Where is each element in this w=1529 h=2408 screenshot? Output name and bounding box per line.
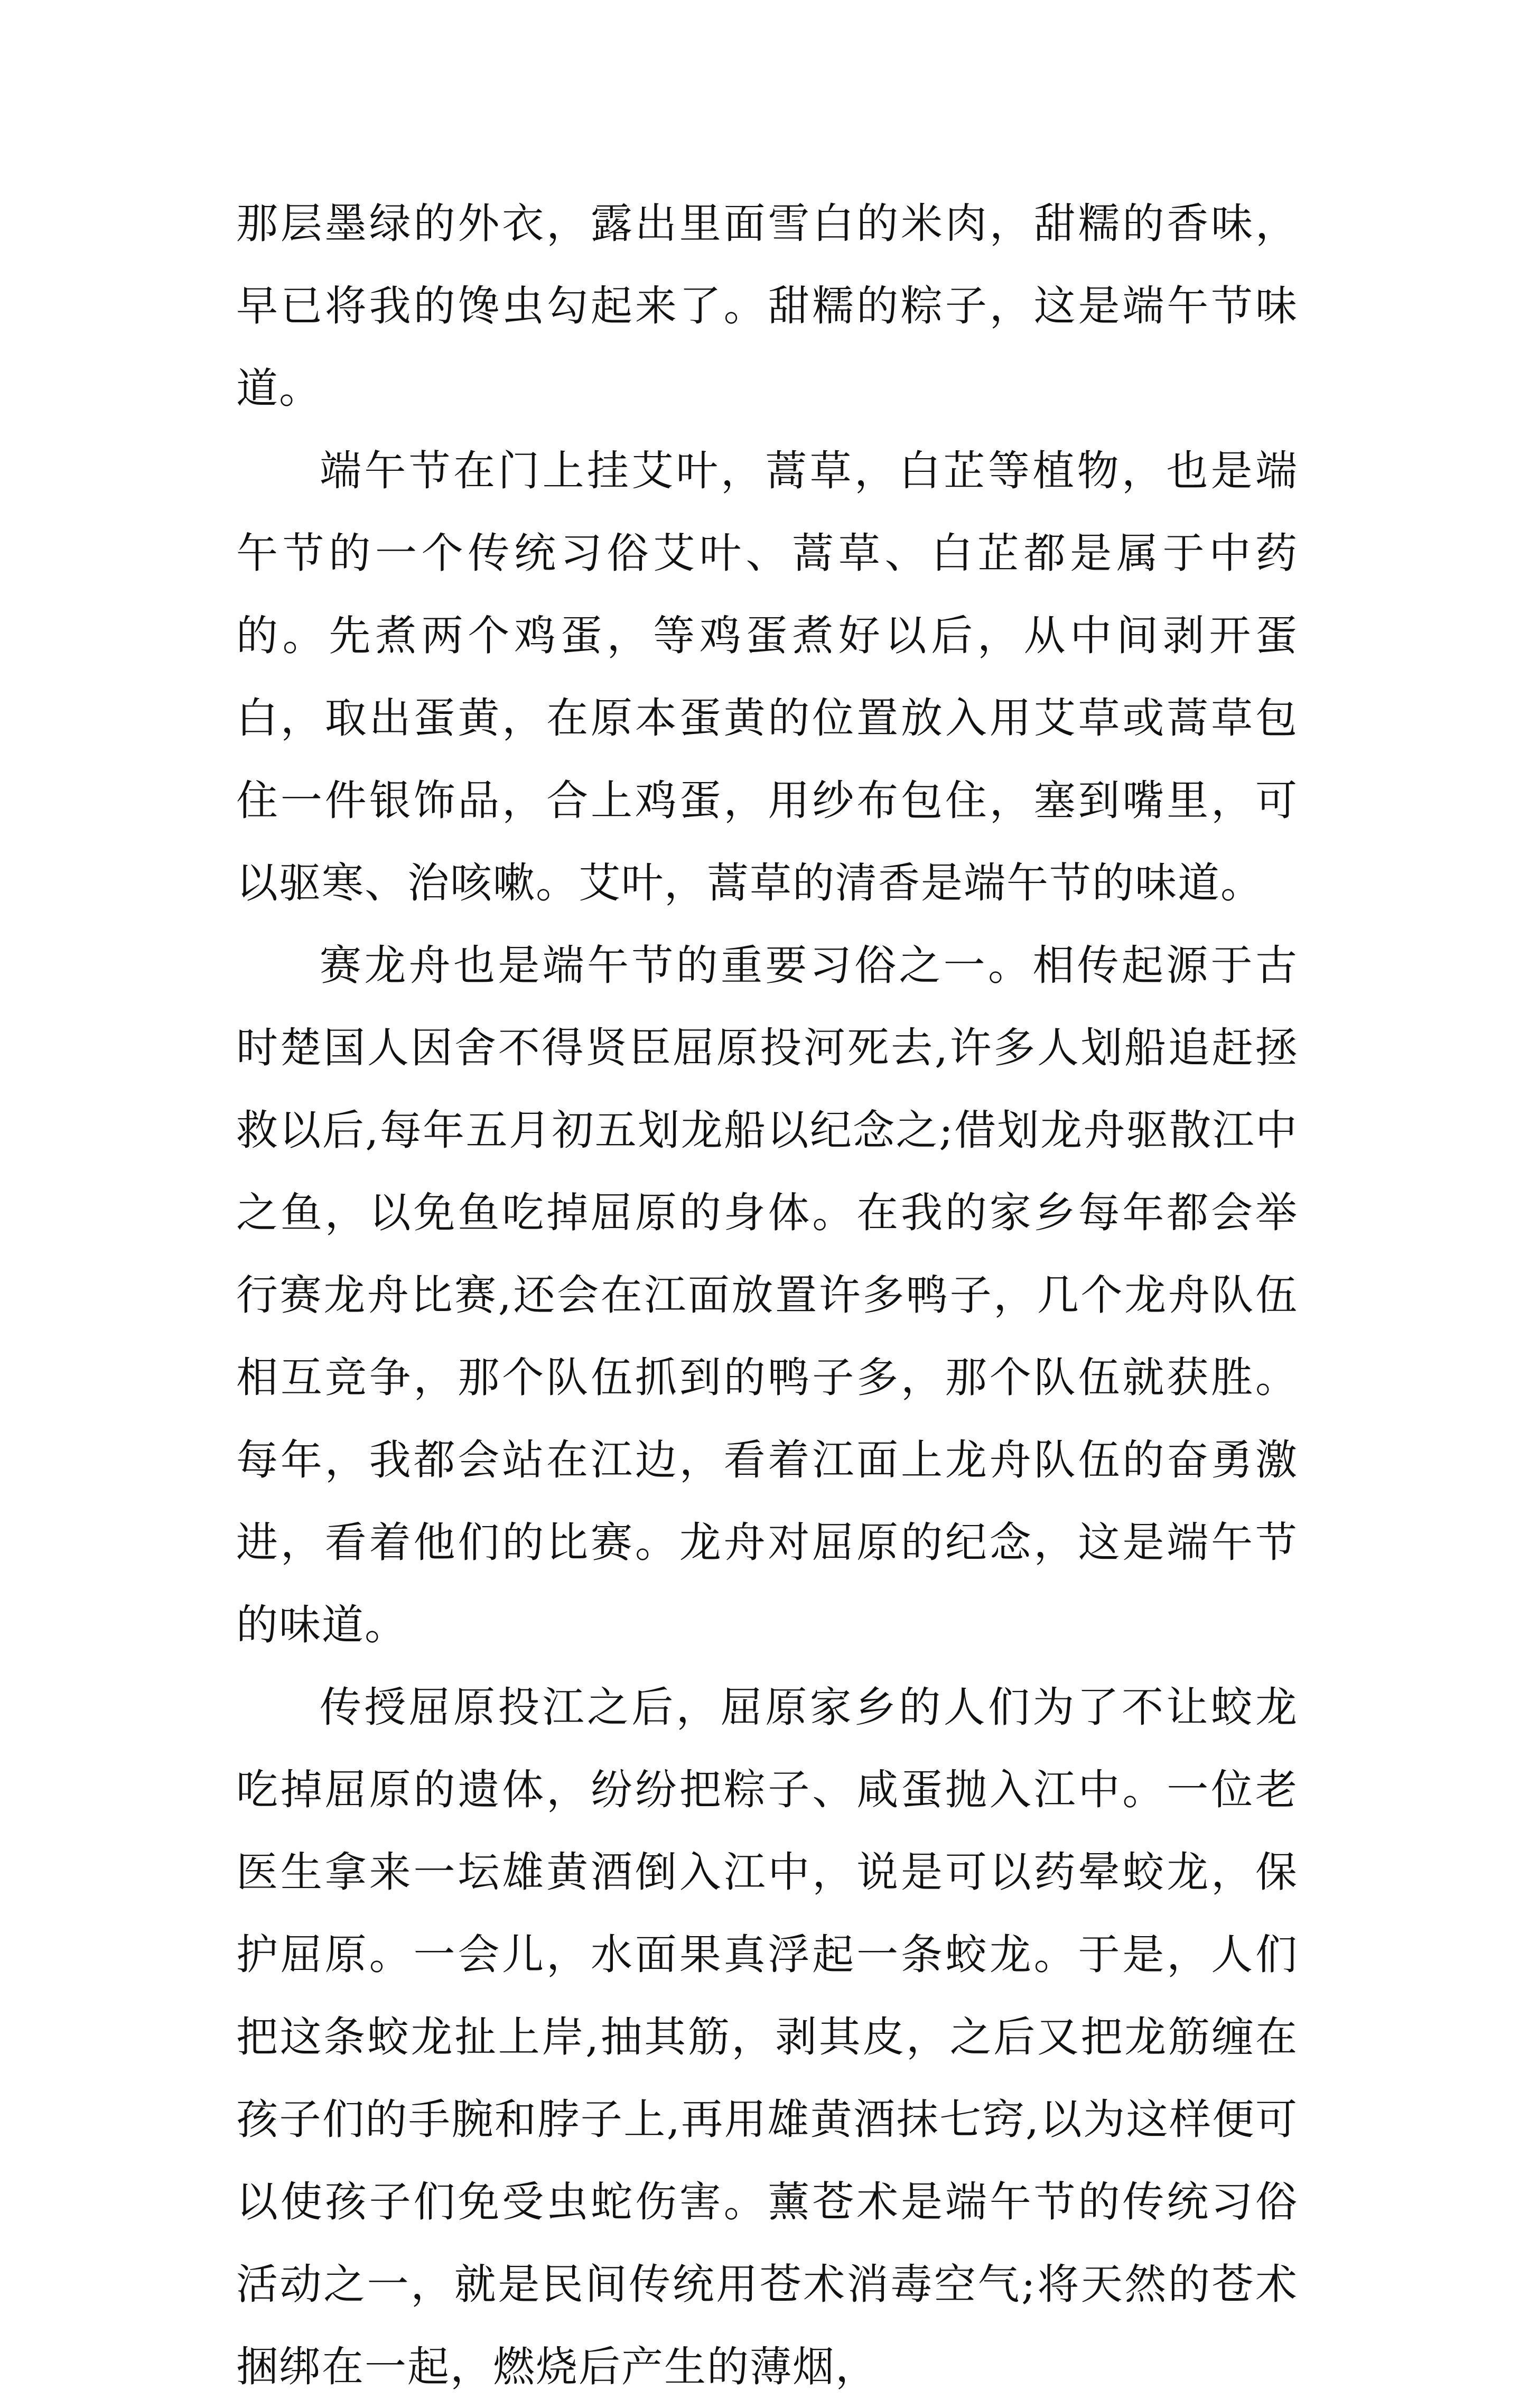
paragraph-qu-yuan-legend: 传授屈原投江之后，屈原家乡的人们为了不让蛟龙吃掉屈原的遗体，纷纷把粽子、咸蛋抛入江中。一位老医生拿来一坛雄黄酒倒入江中，说是可以药晕蛟龙，保护屈原。一会儿，水面果真浮起一条蛟龙。于是，人们把这条蛟龙扯上岸,抽其筋，剥其皮，之后又把龙筋缠在孩子们的手腕和脖子上,再用雄黄酒抹七窍,以为这样便可以使孩子们免受虫蛇伤害。薰苍术是端午节的传统习俗活动之一，就是民间传统用苍术消毒空气;将天然的苍术捆绑在一起，燃烧后产生的薄烟， <box>236 1683 1298 2391</box>
document-body <box>236 182 1298 2408</box>
paragraph-dragon-boat: 赛龙舟也是端午节的重要习俗之一。相传起源于古时楚国人因舍不得贤臣屈原投河死去,许多人划船追赶拯救以后,每年五月初五划龙船以纪念之;借划龙舟驱散江中之鱼，以免鱼吃掉屈原的身体。在我的家乡每年都会举行赛龙舟比赛,还会在江面放置许多鸭子，几个龙舟队伍相互竞争，那个队伍抓到的鸭子多，那个队伍就获胜。每年，我都会站在江边，看着江面上龙舟队伍的奋勇激进，看着他们的比赛。龙舟对屈原的纪念，这是端午节的味道。 <box>236 941 1298 1649</box>
paragraph-zongzi-continued: 那层墨绿的外衣，露出里面雪白的米肉，甜糯的香味，早已将我的馋虫勾起来了。甜糯的粽子，这是端午节味道。 <box>236 199 1298 413</box>
paragraph-mugwort: 端午节在门上挂艾叶，蒿草，白芷等植物，也是端午节的一个传统习俗艾叶、蒿草、白芷都是属于中药的。先煮两个鸡蛋，等鸡蛋煮好以后，从中间剥开蛋白，取出蛋黄，在原本蛋黄的位置放入用艾草或蒿草包住一件银饰品，合上鸡蛋，用纱布包住，塞到嘴里，可以驱寒、治咳嗽。艾叶，蒿草的清香是端午节的味道。 <box>236 447 1298 907</box>
